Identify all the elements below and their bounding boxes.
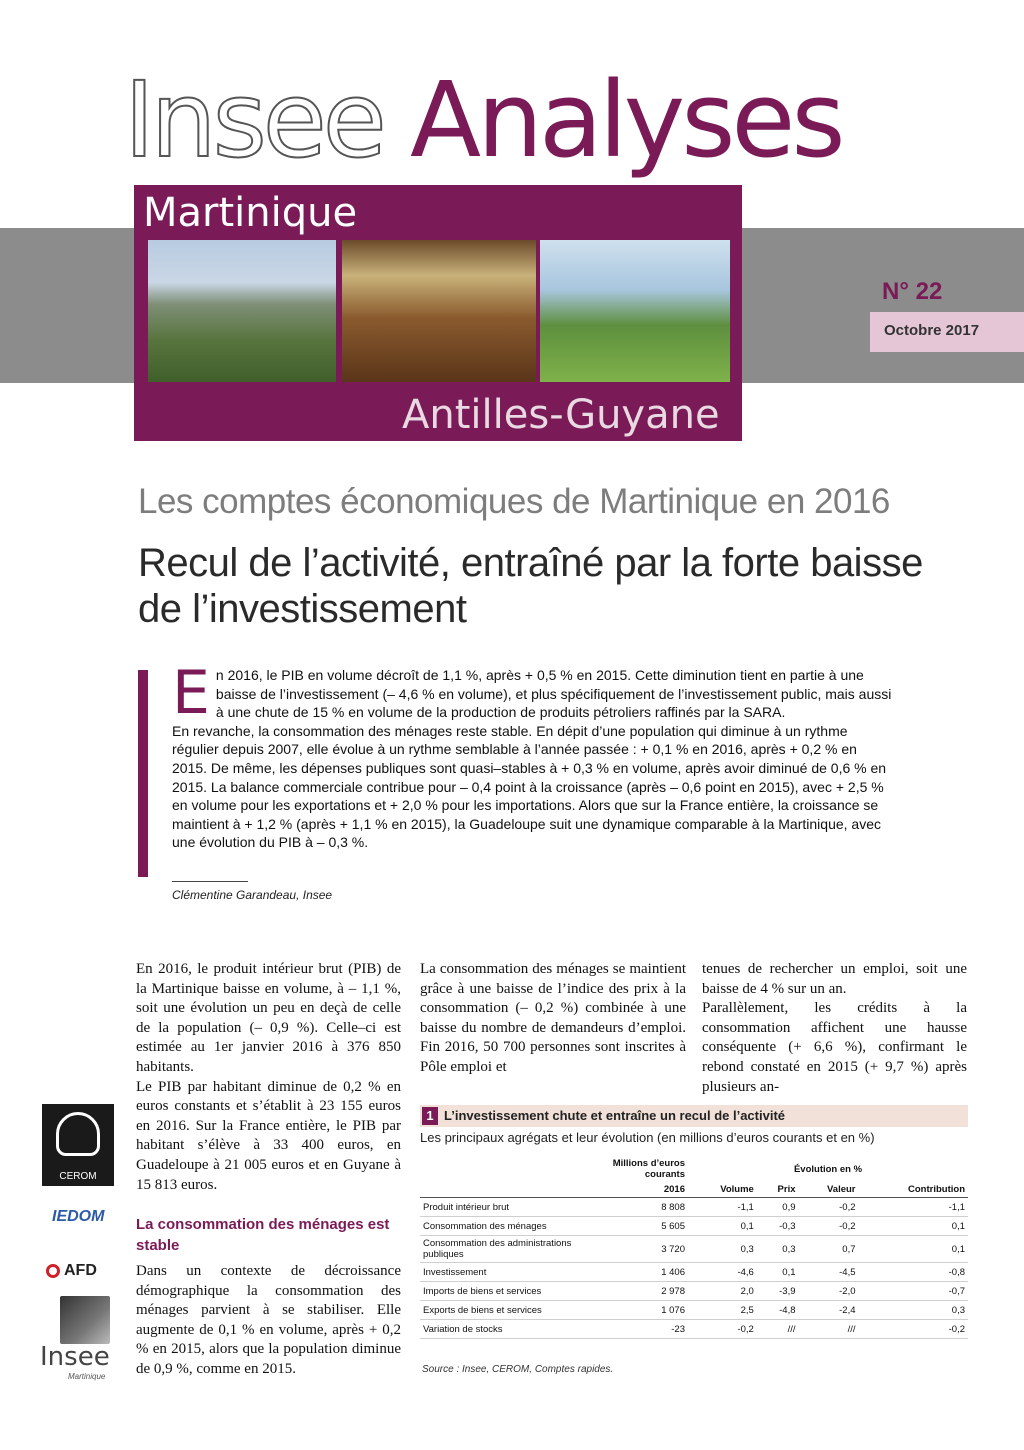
table-cell: 0,9 xyxy=(757,1198,799,1217)
body-paragraph: La consommation des ménages se maintient grâce à une baisse de l’indice des prix à la consommation (– 0,2 %) combinée à une baisse du nombre de demandeurs d’emploi. Fin 2016, 50 700 personnes sont inscrites à Pôle emploi et xyxy=(420,961,686,1075)
table-column-header: Contribution xyxy=(859,1182,968,1198)
table-row xyxy=(420,1282,968,1301)
table-cell: -1,1 xyxy=(688,1198,757,1217)
table-row-label: Consommation des ménages xyxy=(420,1217,602,1236)
table-row-label: Produit intérieur brut xyxy=(420,1198,602,1217)
table-group-header: Millions d’euros courants xyxy=(612,1158,685,1180)
table-cell: 1 406 xyxy=(602,1263,688,1282)
table-row-label: Imports de biens et services xyxy=(420,1282,602,1301)
afd-ring-icon xyxy=(46,1264,60,1278)
table-cell: -0,8 xyxy=(859,1263,968,1282)
table-cell: 2,0 xyxy=(688,1282,757,1301)
body-column-1b xyxy=(136,1262,401,1380)
table-cell: 0,1 xyxy=(859,1236,968,1263)
body-paragraph: Dans un contexte de décroissance démographique la consommation des ménages parvient à se stabiliser. Elle augmente de 0,1 % en volume, après + 0,2 % en 2015, alors que la population diminue de 0,9 %, comme en 2015. xyxy=(136,1263,401,1377)
author-rule xyxy=(172,881,248,882)
body-column-1 xyxy=(136,960,401,1195)
table-cell: -0,3 xyxy=(757,1217,799,1236)
table-row xyxy=(420,1320,968,1339)
table-column-header: Prix xyxy=(757,1182,799,1198)
table-cell: -3,9 xyxy=(757,1282,799,1301)
insee-emblem-icon xyxy=(60,1296,110,1344)
abstract-bar xyxy=(138,670,148,877)
body-paragraph: En 2016, le produit intérieur brut (PIB) de la Martinique baisse en volume, à – 1,1 %, soit une évolution un peu en deçà de celle de la population (– 0,9 %). Celle–ci est estimée au 1er janvier 2016 à 376 850 habitants. xyxy=(136,961,401,1075)
table-cell: -4,5 xyxy=(799,1263,859,1282)
table-cell: 0,3 xyxy=(859,1301,968,1320)
table-cell: -4,8 xyxy=(757,1301,799,1320)
table-cell: 8 808 xyxy=(602,1198,688,1217)
afd-logo: AFD xyxy=(64,1262,97,1279)
article-kicker: Les comptes économiques de Martinique en 2016 xyxy=(138,482,890,521)
cerom-logo-text: CEROM xyxy=(59,1171,97,1182)
abstract xyxy=(172,658,892,852)
issue-date: Octobre 2017 xyxy=(884,322,980,339)
table-cell: /// xyxy=(757,1320,799,1339)
table-row-label: Investissement xyxy=(420,1263,602,1282)
table-body xyxy=(420,1198,968,1339)
table-row-label: Exports de biens et services xyxy=(420,1301,602,1320)
table-cell: -1,1 xyxy=(859,1198,968,1217)
insee-logo-subtitle: Martinique xyxy=(68,1372,106,1381)
table-cell: 0,1 xyxy=(757,1263,799,1282)
table-cell: -0,2 xyxy=(799,1198,859,1217)
abstract-dropcap: E xyxy=(172,658,210,728)
subregion-label: Antilles-Guyane xyxy=(402,392,720,438)
table-column-headers xyxy=(420,1182,968,1198)
table-subtitle: Les principaux agrégats et leur évolution (en millions d’euros courants et en %) xyxy=(420,1130,875,1145)
table-cell: -0,2 xyxy=(859,1320,968,1339)
table-cell: 1 076 xyxy=(602,1301,688,1320)
table-row-label: Variation de stocks xyxy=(420,1320,602,1339)
insee-logo: Insee xyxy=(40,1342,110,1372)
brand-insee: Insee xyxy=(124,59,383,181)
table-cell: 2,5 xyxy=(688,1301,757,1320)
table-title: L’investissement chute et entraîne un recul de l’activité xyxy=(444,1108,786,1123)
table-source: Source : Insee, CEROM, Comptes rapides. xyxy=(422,1364,614,1375)
abstract-paragraph-2: En revanche, la consommation des ménages reste stable. En dépit d’une population qui diminue à un rythme régulier depuis 2007, elle évolue à un rythme semblable à l’année passée : + 0,1 % en 2016, après + 0,2 % en 2015. De même, les dépenses publiques sont quasi–stables à + 0,3 % en volume, après avoir diminué de 0,6 % en 2015. La balance commerciale contribue pour – 0,4 point à la croissance (après – 0,6 point en 2015), avec + 2,5 % en volume pour les exportations et + 2,0 % pour les importations. Alors que sur la France entière, la croissance se maintient à + 1,2 % (après + 1,1 % en 2015), la Guadeloupe suit une dynamique comparable à la Martinique, avec une évolution du PIB à – 0,3 %. xyxy=(172,722,887,851)
table-row xyxy=(420,1263,968,1282)
table-corner xyxy=(420,1156,602,1182)
article-title: Recul de l’activité, entraîné par la forte baisse de l’investissement xyxy=(138,541,923,631)
table-cell: 0,1 xyxy=(859,1217,968,1236)
table-column-header: Valeur xyxy=(799,1182,859,1198)
table-cell: -0,2 xyxy=(799,1217,859,1236)
body-paragraph: Le PIB par habitant diminue de 0,2 % en euros constants et s’établit à 23 155 euros en 2016. Sur la France entière, le PIB par habitant s’élève à 33 400 euros, en Guadeloupe à 21 005 euros et en Guyane à 15 813 euros. xyxy=(136,1078,401,1193)
table-cell: 0,1 xyxy=(688,1217,757,1236)
table-row xyxy=(420,1236,968,1263)
cerom-emblem-icon xyxy=(56,1112,100,1156)
cerom-logo xyxy=(42,1104,114,1186)
table-cell: 2 978 xyxy=(602,1282,688,1301)
photo-city xyxy=(148,240,336,382)
author: Clémentine Garandeau, Insee xyxy=(172,888,333,902)
table-cell: -2,0 xyxy=(799,1282,859,1301)
brand-analyses: Analyses xyxy=(410,59,842,181)
table-cell: -2,4 xyxy=(799,1301,859,1320)
issue-number: N° 22 xyxy=(882,278,943,305)
body-column-3 xyxy=(702,960,967,1097)
table-cell: 3 720 xyxy=(602,1236,688,1263)
table-row xyxy=(420,1198,968,1217)
body-paragraph: Parallèlement, les crédits à la consommation affichent une hausse conséquente (+ 6,6 %), confirmant le rebond constaté en 2015 (+ 9,7 %) après plusieurs an- xyxy=(702,1000,967,1095)
body-column-2 xyxy=(420,960,686,1078)
iedom-logo: IEDOM xyxy=(52,1208,105,1225)
table-row xyxy=(420,1301,968,1320)
photo-countryside xyxy=(540,240,730,382)
table-cell: 0,3 xyxy=(688,1236,757,1263)
table-column-header: Volume xyxy=(688,1182,757,1198)
table-cell: -4,6 xyxy=(688,1263,757,1282)
table-group-header: Évolution en % xyxy=(793,1163,863,1175)
section-subheading: La consommation des ménages est stable xyxy=(136,1216,390,1254)
table-row xyxy=(420,1217,968,1236)
table-cell: -0,7 xyxy=(859,1282,968,1301)
table-column-header xyxy=(420,1182,602,1198)
photo-market xyxy=(342,240,536,382)
table-cell: -0,2 xyxy=(688,1320,757,1339)
table-cell: 5 605 xyxy=(602,1217,688,1236)
table-cell: /// xyxy=(799,1320,859,1339)
table-row-label: Consommation des administrations publiques xyxy=(420,1236,602,1263)
abstract-paragraph-1: n 2016, le PIB en volume décroît de 1,1 %, après + 0,5 % en 2015. Cette diminution tient en partie à une baisse de l’investissement (– 4,6 % en volume), et plus spécifiquement de l’investissement public, mais aussi à une chute de 15 % en volume de la production de produits pétroliers raffinés par la SARA. xyxy=(215,667,892,721)
table-cell: -23 xyxy=(602,1320,688,1339)
table-cell: 0,3 xyxy=(757,1236,799,1263)
body-paragraph: tenues de rechercher un emploi, soit une baisse de 4 % sur un an. xyxy=(702,961,967,997)
aggregates-table xyxy=(420,1156,968,1339)
table-column-header: 2016 xyxy=(602,1182,688,1198)
table-number: 1 xyxy=(422,1107,438,1125)
table-cell: 0,7 xyxy=(799,1236,859,1263)
region-label: Martinique xyxy=(143,190,358,236)
